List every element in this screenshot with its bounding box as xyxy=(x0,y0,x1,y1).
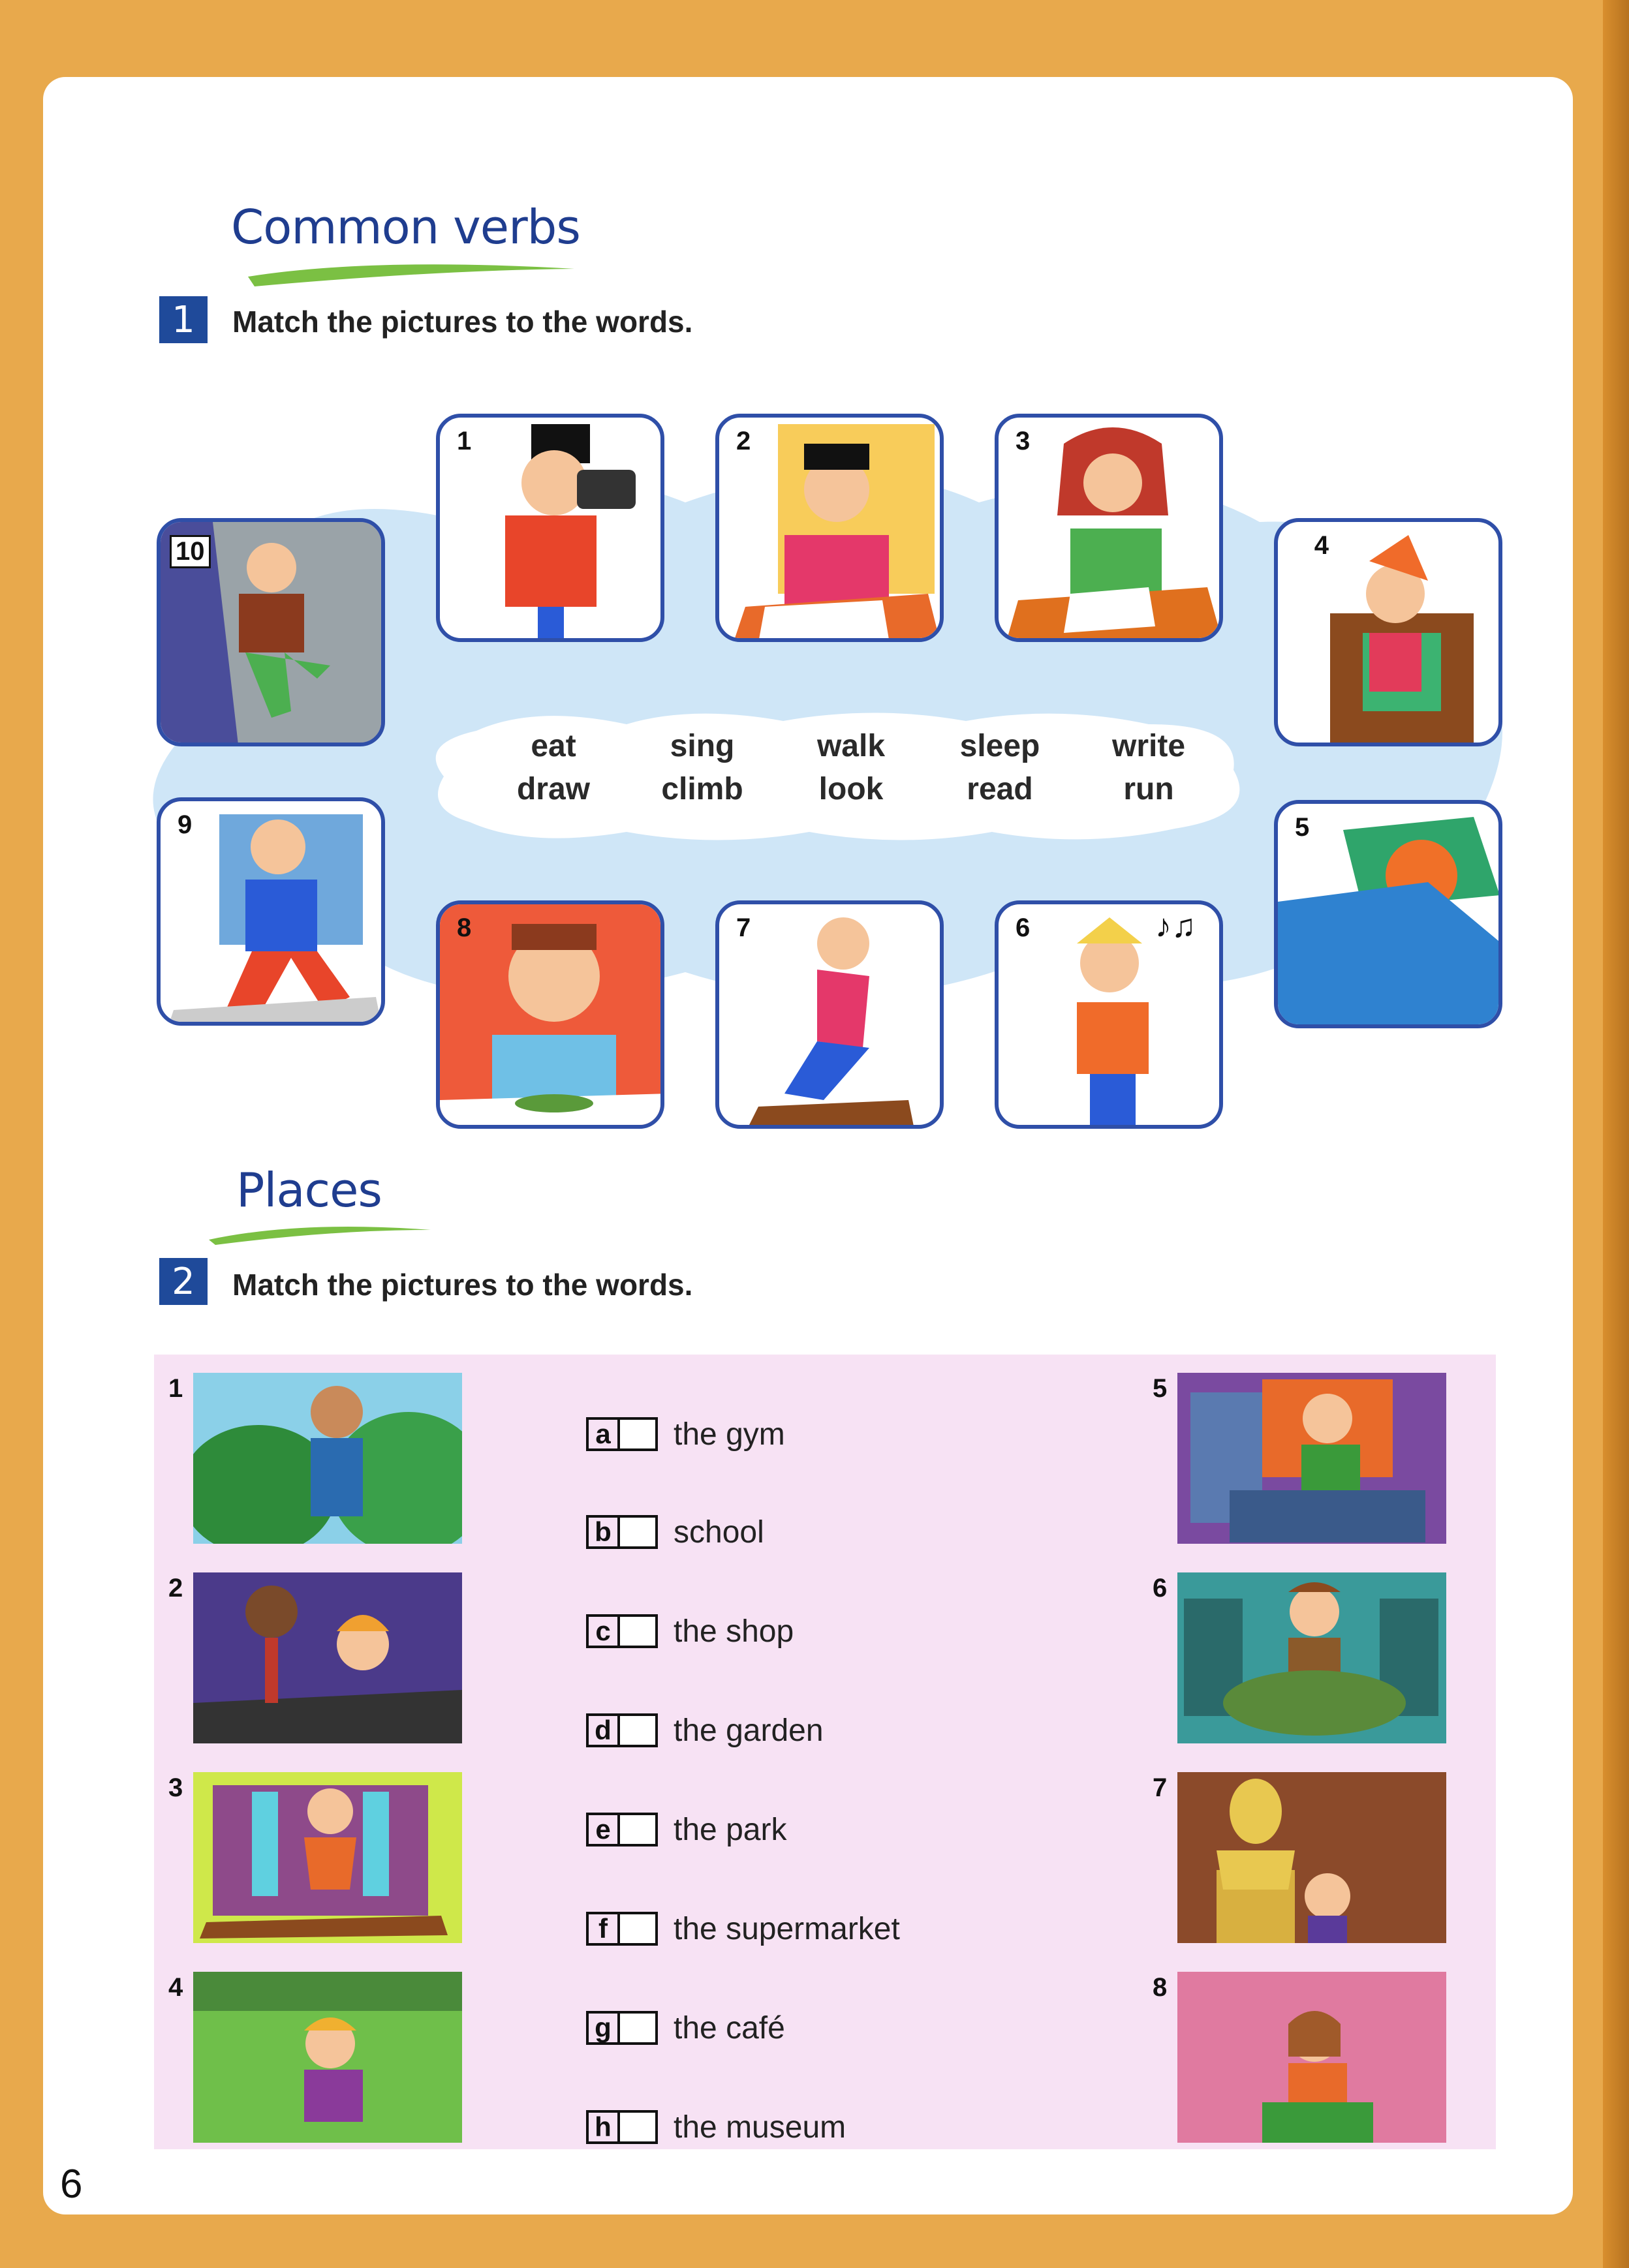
picture-number: 2 xyxy=(736,427,751,455)
answer-g xyxy=(586,2008,785,2047)
section-title-common-verbs: Common verbs xyxy=(231,200,580,254)
place-number-1: 1 xyxy=(168,1374,183,1403)
answer-e xyxy=(586,1810,786,1849)
place-picture-5 xyxy=(1177,1373,1446,1544)
word-run: run xyxy=(1123,772,1174,806)
place-number-8: 8 xyxy=(1153,1973,1168,2002)
verb-picture-5 xyxy=(1274,800,1502,1028)
picture-number: 7 xyxy=(736,913,751,942)
place-number-2: 2 xyxy=(168,1574,183,1602)
title-underline-swoosh xyxy=(202,1214,437,1246)
answer-letter: g xyxy=(586,2011,620,2045)
verb-picture-6 xyxy=(995,900,1223,1129)
camera-photographer-icon xyxy=(440,418,664,642)
place-number-3: 3 xyxy=(168,1773,183,1802)
boy-in-supermarket-icon xyxy=(1177,1572,1446,1743)
place-picture-1 xyxy=(193,1373,462,1544)
girl-sleeping-icon xyxy=(1278,804,1502,1028)
exercise-1-instruction: Match the pictures to the words. xyxy=(232,305,693,339)
answer-text: the café xyxy=(674,2010,785,2046)
place-number-6: 6 xyxy=(1153,1574,1168,1602)
answer-input-box[interactable] xyxy=(620,1515,658,1549)
answer-input-box[interactable] xyxy=(620,1614,658,1648)
answer-text: the shop xyxy=(674,1614,794,1649)
answer-letter: a xyxy=(586,1417,620,1451)
title-underline-swoosh xyxy=(241,251,581,290)
word-read: read xyxy=(967,772,1033,806)
boy-in-garden-icon xyxy=(193,1373,462,1544)
answer-text: the gym xyxy=(674,1417,785,1452)
picture-number: 4 xyxy=(1314,531,1329,560)
answer-input-box[interactable] xyxy=(620,2110,658,2144)
place-picture-6 xyxy=(1177,1572,1446,1743)
exercise-number-2: 2 xyxy=(159,1258,208,1305)
answer-d xyxy=(586,1711,824,1750)
picture-number: 9 xyxy=(178,810,193,839)
verb-picture-9 xyxy=(157,797,385,1026)
answer-h xyxy=(586,2107,846,2147)
section-title-places: Places xyxy=(236,1163,382,1218)
picture-number: 6 xyxy=(1016,913,1031,942)
picture-number: 3 xyxy=(1016,427,1031,455)
word-draw: draw xyxy=(516,772,591,806)
answer-input-box[interactable] xyxy=(620,2011,658,2045)
word-sleep: sleep xyxy=(959,729,1040,763)
picture-number: 10 xyxy=(170,535,211,568)
answer-letter: h xyxy=(586,2110,620,2144)
girl-writing-icon xyxy=(999,418,1223,642)
place-picture-7 xyxy=(1177,1772,1446,1943)
boy-singing-icon xyxy=(999,904,1223,1129)
word-look: look xyxy=(818,772,884,806)
place-number-7: 7 xyxy=(1153,1773,1168,1802)
answer-input-box[interactable] xyxy=(620,1912,658,1946)
boy-running-icon xyxy=(719,904,944,1129)
girl-in-museum-icon xyxy=(1177,1772,1446,1943)
answer-c xyxy=(586,1612,794,1651)
picture-number: 8 xyxy=(457,913,472,942)
answer-input-box[interactable] xyxy=(620,1417,658,1451)
answer-text: the supermarket xyxy=(674,1911,900,1946)
answer-input-box[interactable] xyxy=(620,1713,658,1747)
girl-in-school-icon xyxy=(1177,1972,1446,2143)
answer-letter: b xyxy=(586,1515,620,1549)
verb-picture-1 xyxy=(436,414,664,642)
answer-text: the park xyxy=(674,1812,787,1847)
page-edge xyxy=(1603,0,1629,2268)
place-picture-3 xyxy=(193,1772,462,1943)
boy-drawing-icon xyxy=(719,418,944,642)
boy-in-shop-icon xyxy=(1177,1373,1446,1544)
exercise-2-instruction: Match the pictures to the words. xyxy=(232,1268,693,1302)
picture-number: 1 xyxy=(457,427,472,455)
verb-picture-2 xyxy=(715,414,944,642)
answer-letter: d xyxy=(586,1713,620,1747)
boy-in-gym-icon xyxy=(193,1772,462,1943)
picture-number: 5 xyxy=(1295,813,1310,842)
answer-letter: c xyxy=(586,1614,620,1648)
word-eat: eat xyxy=(531,729,576,763)
svg-text:♪♫: ♪♫ xyxy=(1155,908,1196,944)
boy-eating-icon xyxy=(440,904,664,1129)
verb-picture-3 xyxy=(995,414,1223,642)
place-picture-8 xyxy=(1177,1972,1446,2143)
answer-f xyxy=(586,1909,900,1948)
girl-in-cafe-icon xyxy=(193,1572,462,1743)
place-picture-4 xyxy=(193,1972,462,2143)
girl-in-park-icon xyxy=(193,1972,462,2143)
boy-walking-icon xyxy=(161,801,385,1026)
answer-text: the garden xyxy=(674,1713,824,1748)
word-write: write xyxy=(1111,729,1186,763)
exercise-number-1: 1 xyxy=(159,296,208,343)
word-climb: climb xyxy=(661,772,743,806)
answer-text: school xyxy=(674,1514,764,1550)
verb-picture-8 xyxy=(436,900,664,1129)
answer-b xyxy=(586,1512,764,1552)
answer-letter: e xyxy=(586,1813,620,1847)
verb-picture-10 xyxy=(157,518,385,746)
answer-letter: f xyxy=(586,1912,620,1946)
word-walk: walk xyxy=(816,729,886,763)
answer-input-box[interactable] xyxy=(620,1813,658,1847)
place-number-4: 4 xyxy=(168,1973,183,2002)
place-picture-2 xyxy=(193,1572,462,1743)
place-number-5: 5 xyxy=(1153,1374,1168,1403)
page-number: 6 xyxy=(60,2162,83,2207)
verb-picture-7 xyxy=(715,900,944,1129)
verb-picture-4 xyxy=(1274,518,1502,746)
answer-text: the museum xyxy=(674,2109,846,2145)
word-sing: sing xyxy=(670,729,735,763)
answer-a xyxy=(586,1415,785,1454)
girl-reading-icon xyxy=(1278,522,1502,746)
